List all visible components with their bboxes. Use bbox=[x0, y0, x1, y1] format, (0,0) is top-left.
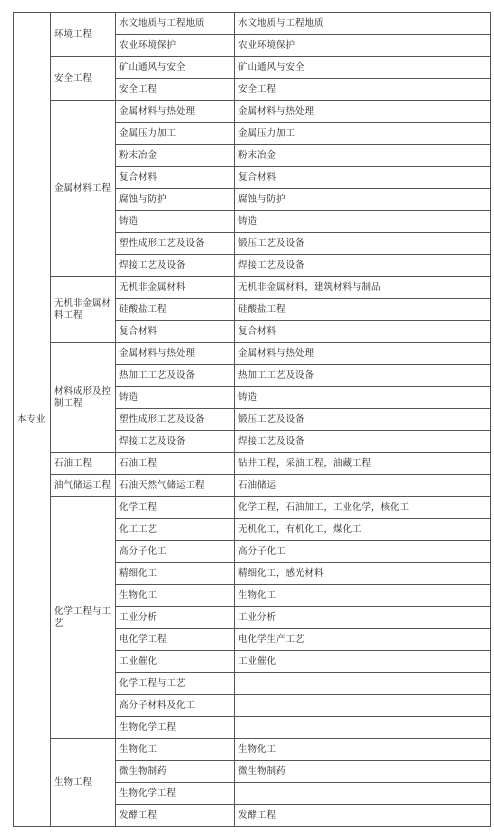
group-name-cell: 材料成形及控制工程 bbox=[51, 343, 116, 453]
old-major-cell: 热加工工艺及设备 bbox=[235, 365, 491, 387]
table-row bbox=[14, 475, 491, 497]
major-cell: 生物化工 bbox=[116, 739, 235, 761]
major-cell: 发酵工程 bbox=[116, 805, 235, 827]
major-cell: 硅酸盐工程 bbox=[116, 299, 235, 321]
major-cell: 无机非金属材料 bbox=[116, 277, 235, 299]
old-major-cell: 锻压工艺及设备 bbox=[235, 409, 491, 431]
old-major-cell: 粉末冶金 bbox=[235, 145, 491, 167]
old-major-cell: 锻压工艺及设备 bbox=[235, 233, 491, 255]
table-row bbox=[14, 13, 491, 35]
old-major-cell: 焊接工艺及设备 bbox=[235, 431, 491, 453]
old-major-cell: 化学工程，石油加工，工业化学，核化工 bbox=[235, 497, 491, 519]
group-name-cell: 石油工程 bbox=[51, 453, 116, 475]
table-row bbox=[14, 101, 491, 123]
old-major-cell: 微生物制药 bbox=[235, 761, 491, 783]
major-cell: 微生物制药 bbox=[116, 761, 235, 783]
major-cell: 复合材料 bbox=[116, 167, 235, 189]
old-major-cell: 铸造 bbox=[235, 211, 491, 233]
major-cell: 塑性成形工艺及设备 bbox=[116, 409, 235, 431]
old-major-cell: 焊接工艺及设备 bbox=[235, 255, 491, 277]
major-cell: 金属材料与热处理 bbox=[116, 343, 235, 365]
major-cell: 化学工程与工艺 bbox=[116, 673, 235, 695]
table-row bbox=[14, 57, 491, 79]
old-major-cell bbox=[235, 695, 491, 717]
major-cell: 化学工程 bbox=[116, 497, 235, 519]
major-cell: 化工工艺 bbox=[116, 519, 235, 541]
old-major-cell: 腐蚀与防护 bbox=[235, 189, 491, 211]
major-cell: 高分子化工 bbox=[116, 541, 235, 563]
old-major-cell: 工业分析 bbox=[235, 607, 491, 629]
major-cell: 工业分析 bbox=[116, 607, 235, 629]
major-cell: 金属材料与热处理 bbox=[116, 101, 235, 123]
old-major-cell: 农业环境保护 bbox=[235, 35, 491, 57]
major-cell: 水文地质与工程地质 bbox=[116, 13, 235, 35]
major-cell: 热加工工艺及设备 bbox=[116, 365, 235, 387]
table-row bbox=[14, 739, 491, 761]
old-major-cell bbox=[235, 783, 491, 805]
old-major-cell bbox=[235, 717, 491, 739]
old-major-cell: 无机非金属材料，建筑材料与制品 bbox=[235, 277, 491, 299]
old-major-cell: 铸造 bbox=[235, 387, 491, 409]
major-cell: 焊接工艺及设备 bbox=[116, 255, 235, 277]
old-major-cell: 金属材料与热处理 bbox=[235, 343, 491, 365]
major-cell: 石油天然气储运工程 bbox=[116, 475, 235, 497]
old-major-cell: 金属材料与热处理 bbox=[235, 101, 491, 123]
major-cell: 腐蚀与防护 bbox=[116, 189, 235, 211]
group-name-cell: 安全工程 bbox=[51, 57, 116, 101]
major-cell: 矿山通风与安全 bbox=[116, 57, 235, 79]
old-major-cell: 发酵工程 bbox=[235, 805, 491, 827]
old-major-cell: 生物化工 bbox=[235, 739, 491, 761]
old-major-cell: 精细化工，感光材料 bbox=[235, 563, 491, 585]
major-cell: 粉末冶金 bbox=[116, 145, 235, 167]
group-name-cell: 生物工程 bbox=[51, 739, 116, 827]
group-name-cell: 环境工程 bbox=[51, 13, 116, 57]
old-major-cell bbox=[235, 673, 491, 695]
group-name-cell: 化学工程与工艺 bbox=[51, 497, 116, 739]
old-major-cell: 复合材料 bbox=[235, 167, 491, 189]
major-cell: 石油工程 bbox=[116, 453, 235, 475]
old-major-cell: 硅酸盐工程 bbox=[235, 299, 491, 321]
major-cell: 农业环境保护 bbox=[116, 35, 235, 57]
old-major-cell: 工业催化 bbox=[235, 651, 491, 673]
old-major-cell: 安全工程 bbox=[235, 79, 491, 101]
old-major-cell: 高分子化工 bbox=[235, 541, 491, 563]
major-cell: 高分子材料及化工 bbox=[116, 695, 235, 717]
major-cell: 塑性成形工艺及设备 bbox=[116, 233, 235, 255]
major-cell: 铸造 bbox=[116, 211, 235, 233]
old-major-cell: 矿山通风与安全 bbox=[235, 57, 491, 79]
old-major-cell: 生物化工 bbox=[235, 585, 491, 607]
major-cell: 工业催化 bbox=[116, 651, 235, 673]
group-name-cell: 油气储运工程 bbox=[51, 475, 116, 497]
level-cell: 本专业 bbox=[14, 13, 51, 827]
old-major-cell: 石油储运 bbox=[235, 475, 491, 497]
majors-table-body bbox=[14, 13, 491, 827]
major-cell: 精细化工 bbox=[116, 563, 235, 585]
major-cell: 生物化学工程 bbox=[116, 783, 235, 805]
major-cell: 电化学工程 bbox=[116, 629, 235, 651]
major-cell: 复合材料 bbox=[116, 321, 235, 343]
old-major-cell: 金属压力加工 bbox=[235, 123, 491, 145]
old-major-cell: 水文地质与工程地质 bbox=[235, 13, 491, 35]
major-cell: 生物化工 bbox=[116, 585, 235, 607]
group-name-cell: 金属材料工程 bbox=[51, 101, 116, 277]
major-cell: 生物化学工程 bbox=[116, 717, 235, 739]
major-cell: 金属压力加工 bbox=[116, 123, 235, 145]
major-cell: 铸造 bbox=[116, 387, 235, 409]
table-row bbox=[14, 277, 491, 299]
old-major-cell: 复合材料 bbox=[235, 321, 491, 343]
table-row bbox=[14, 497, 491, 519]
major-cell: 焊接工艺及设备 bbox=[116, 431, 235, 453]
major-cell: 安全工程 bbox=[116, 79, 235, 101]
majors-table bbox=[13, 12, 491, 827]
group-name-cell: 无机非金属材料工程 bbox=[51, 277, 116, 343]
old-major-cell: 电化学生产工艺 bbox=[235, 629, 491, 651]
old-major-cell: 无机化工，有机化工，煤化工 bbox=[235, 519, 491, 541]
table-row bbox=[14, 453, 491, 475]
table-row bbox=[14, 343, 491, 365]
old-major-cell: 钻井工程，采油工程，油藏工程 bbox=[235, 453, 491, 475]
